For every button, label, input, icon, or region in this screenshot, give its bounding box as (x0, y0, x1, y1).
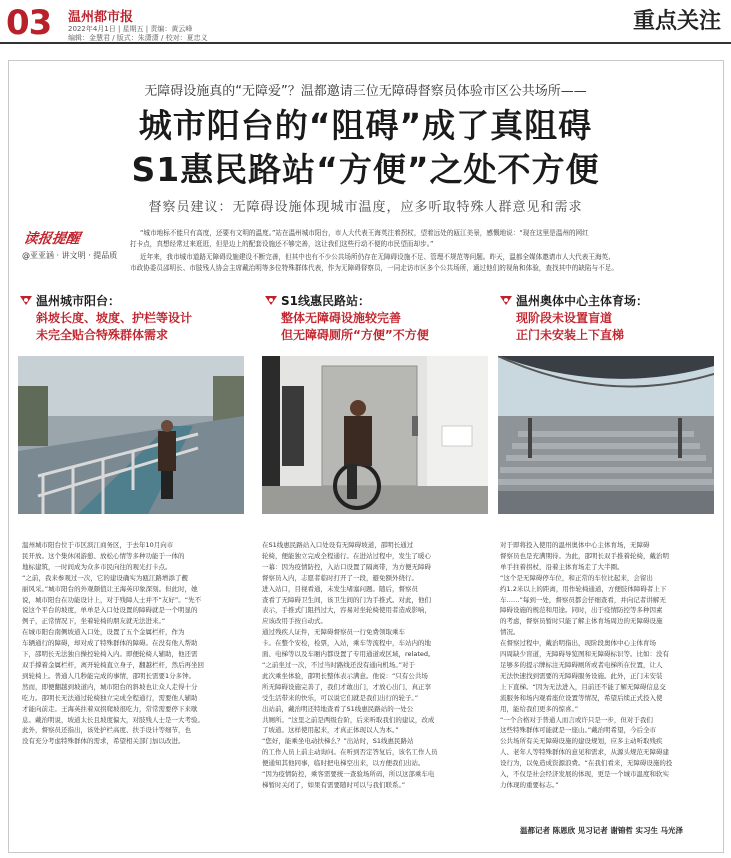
article-kicker: 无障碍设施真的“无障爱”？温都邀请三位无障碍督察员体验市区公共场所—— (144, 84, 587, 99)
body-line: 例子，正常情况下，坐着轮椅的朋友就无法进来。” (22, 617, 166, 626)
body-line: “因为疫情防控，乘客需要统一查验场所码，所以这部乘车电 (262, 770, 435, 779)
column-point: 整体无障碍设施较完善 (281, 311, 402, 325)
body-line: “您好，能乘坐电动扶梯么？”出站时，S1线惠民路站 (262, 737, 414, 746)
body-line: 应该改用手按自动式。 (262, 617, 327, 626)
body-line: 在S1线惠民路站入口处设有无障碍坡道，邵明长通过 (262, 541, 414, 549)
intro-line: 市政协委员邵明长、市肢残人协会主席戴治明等多位特殊群体代表，作为无障碍督察员，一同走访市区多个公共场所，通过他们的视角和体验，查找其中的缺陷与不足。 (130, 264, 618, 272)
body-line: 吃力。邵明长无法通过轮椅独立完成全程通行，需要他人辅助 (22, 693, 198, 702)
body-line: 足够多的提示牌标注无障碍厕所或者电梯所在位置，让人 (500, 660, 663, 669)
body-line: 此次乘坐体验，邵明长整体表示满意。他说：“只有公共场 (262, 671, 428, 680)
body-line: 力体现的重要标志。” (500, 780, 559, 789)
column-place: S1线惠民路站： (281, 294, 370, 308)
body-line: 说，城市阳台在功能设计上，对于残障人士并不“友好”。“先不 (22, 595, 202, 604)
reading-badge (22, 228, 118, 272)
body-line: 共厕所。“这里之前是两级台阶，后来听取我们的建议，改成 (262, 715, 435, 724)
body-line: 下，邵明长无法独自操控轮椅入内。即便轮椅人辅助，他还需 (22, 650, 198, 659)
body-line: 卡。在整个安检，检票，入站，乘车等流程中，车站内的地 (262, 639, 431, 648)
column-body-city-balcony (22, 540, 234, 747)
body-line: 这些特殊群体可能就是一座山。”戴治明希望，今后全市 (500, 726, 657, 735)
body-line: 丽风采。”城市阳台的外观颇值让王海英印象深刻。但此时，她 (22, 584, 198, 593)
issue-meta: 2022年4月1日 | 星期五 | 责编：黄云峰 (68, 25, 193, 33)
body-line: 双手撑着金属栏杆，离开轮椅直立身子，翻越栏杆，然后再坐回 (22, 660, 204, 669)
headline-line-1: 城市阳台的“阻碍”成了真阻碍 (138, 106, 593, 145)
body-line: 障碍设施的规范和用途。同时，出于疫情防控等多种因素 (500, 606, 663, 615)
badge-subtitle: @亚亚涵 · 讲文明 · 提品质 (22, 251, 118, 260)
column-point: 正门未安装上下直梯 (516, 328, 625, 342)
body-line: 在督察过程中，戴治明指出，现阶段奥体中心主体育场 (500, 639, 656, 648)
body-line: 查看了无障碍卫生间，该卫生间的门为手推式。对此，他们 (262, 595, 431, 604)
body-line: 梯暂时关闭了，如果有需要随时可以与我们联系。” (262, 780, 406, 789)
subheadline: 督察员建议：无障碍设施体现城市温度，应多听取特殊人群意见和需求 (148, 200, 583, 215)
body-line: 便通知其他同事，临时把电梯空出来，以方便我们出站。 (262, 759, 425, 768)
body-line: 才能向前走。王海英拄着双拐爬坡很吃力，常常需要停下来歇 (22, 704, 198, 713)
paper-name: 温州都市报 (68, 10, 134, 25)
body-line: 督察员也是充满期待。为此，邵明长双手推着轮椅，戴治明 (500, 551, 669, 560)
location-pin-icon (500, 296, 512, 305)
page-number: 03 (6, 3, 52, 43)
body-line: 设行为，以免造成资源浪费。“在我们看来，无障碍设施的投 (500, 759, 673, 768)
body-line: 的工作人员上前主动询问。在听到否定答复后，该名工作人员 (262, 748, 438, 757)
body-line: 地标建筑，一时间成为众多市民向往的观光打卡点。 (22, 562, 172, 571)
body-line: 单手拄着拐杖，沿着主体育场走了大半圈。 (500, 562, 624, 571)
body-line: 民开放。这个集休闲游憩、放松心情等多种功能于一体的 (22, 551, 185, 560)
body-line: 轮椅，便能独立完成全程通行。在进站过程中，发生了暖心 (262, 551, 431, 560)
body-line: 一幕：因为疫情防控，入站口设置了隔离带，为方便无障碍 (262, 562, 431, 571)
intro-line: “城市地标不能只有高度，还要有文明的温度。”站在温州城市阳台，市人大代表王海英注着拐杖，望着远处的瓯江美景，感慨地说：“现在这里是温州的网红 (140, 229, 589, 237)
body-line: 到轮椅上。普通人几秒能完成的事情，邵明长需要1分多钟。 (22, 671, 196, 680)
body-line: 通过残疾人证件，无障碍督察员一行免费领取乘车 (262, 628, 405, 637)
intro-line: 近年来，我市城市道路无障碍设施建设不断完善，但其中也有不少公共场所仍存在无障碍设施不足、管理不规范等问题。昨天，温都全媒体邀请市人大代表王海英、 (140, 253, 615, 261)
editor-meta: 编辑：金慧君 / 版式：朱潇潇 / 校对：夏忠义 (68, 34, 208, 42)
body-line: 受生活带来的快乐，可以说它们就是我们出行的轮子。” (262, 693, 419, 702)
body-line: 四周缺少盲道，无障碍导览图和无障碍标识等。比如：没有 (500, 650, 669, 659)
body-line: 表示，手推式门阻挡过大，容易对坐轮椅使用者造成影响， (262, 606, 431, 615)
body-line: 了坡道。这样使用起来，才真正体现以人为本。” (262, 726, 399, 735)
column-point: 斜坡长度、坡度、护栏等设计 (36, 311, 193, 325)
body-line: 车辆通行的障碍，却对成了特殊群体的障碍。在没有他人帮助 (22, 639, 198, 648)
body-line: 说这个平台的坡度，单单是入口处设置的障碍就是一个明显的 (22, 606, 198, 615)
photo-city-balcony-ramp (18, 356, 244, 514)
body-line: 情况。 (500, 628, 520, 637)
badge-title: 读报提醒 (22, 231, 81, 247)
article-byline: 温都记者 陈恩欣 见习记者 谢锦哲 实习生 马光泽 (520, 826, 684, 835)
body-line: 面、电梯等以及车厢内都设置了专用通道或区域，related。 (262, 650, 435, 659)
photo-s1-station-restroom (262, 356, 488, 514)
body-line: 出站前，戴治明还特地查看了S1线惠民路站的一处公 (262, 704, 414, 713)
body-line: 然而，即便翻越到坡道内，城市阳台的斜坡也让众人走得十分 (22, 682, 198, 691)
column-place: 温州城市阳台： (36, 294, 121, 308)
body-line: 的考虑，督察员暂时只能了解主体育场周边的无障碍设施 (500, 617, 663, 626)
location-pin-icon (265, 296, 277, 305)
location-pin-icon (20, 296, 32, 305)
body-line: 没有充分考虑特殊群体的需求，希望相关部门加以改进。 (22, 737, 185, 746)
body-line: 进入站口，目视看通，未发生堵塞问题。随后，督察员 (262, 584, 418, 593)
body-line: 入，不仅是社会经济发展的体现，更是一个城市温度和软实 (500, 770, 669, 779)
body-line: 约1.2米以上的距离，用作轮椅通道，方便肢体障碍者上下 (500, 584, 667, 593)
body-line: 息。戴治明说，坡道太长且坡度偏大，对肢残人士是一大考验。 (22, 715, 204, 724)
column-point: 现阶段未设置盲道 (516, 311, 613, 325)
body-line: “之前，我来参观过一次，它的建设确实为瓯江路增添了靓 (22, 573, 188, 582)
body-line: 上下直梯。“因为无法进入，目前还不能了解无障碍信息交 (500, 682, 666, 691)
body-line: 所无障碍设施完善了，我们才敢出门，才放心出门，真正享 (262, 682, 431, 691)
section-title: 重点关注 (632, 9, 721, 34)
body-line: 温州城市阳台位于市区滨江商务区，于去年10月向市 (22, 541, 174, 549)
body-line: “之前坐过一次，不过当时路线还没有通向机场。”对于 (262, 660, 415, 669)
body-line: “一个合格对于普通人而言或许只是一步，但对于我们 (500, 715, 653, 724)
intro-line: 打卡点，真想经常过来逛逛，但是边上的配套设施还不够完善，这让我们这些行动不便的市民望而却步。” (130, 240, 434, 248)
body-line: 在城市阳台南侧坡道入口处，设置了五个金属栏杆，作为 (22, 628, 185, 637)
body-line: 公共场所有关无障碍设施的建设规划，应多主动听取残疾 (500, 737, 663, 746)
column-point: 但无障碍厕所“方便”不方便 (281, 328, 429, 342)
body-line: “这个是无障碍停车位，和正常的车位比起来，会留出 (500, 573, 653, 582)
body-line: 人、老年人等特殊群体的意见和需求，从源头规范无障碍建 (500, 748, 669, 757)
column-place: 温州奥体中心主体育场： (516, 294, 649, 308)
column-body-olympic-center (500, 540, 712, 791)
body-line: 督察员入内，志愿者临时打开了一段，避免额外绕行。 (262, 573, 418, 582)
photo-olympic-center-stairs (498, 356, 714, 514)
body-line: 无法快速找到需要的无障碍服务设施。此外，正门未安装 (500, 671, 663, 680)
body-line: 用，能给我们更多的惊喜。” (500, 704, 579, 713)
body-line: 车……”每到一处，督察员都会仔细查看，并向记者讲解无 (500, 595, 666, 604)
body-line: 流服务和场内观看座位设置等情况，希望后续正式投入使 (500, 693, 663, 702)
headline-line-2: S1惠民路站“方便”之处不方便 (131, 150, 600, 189)
body-line: 此外，督察员还指出，该处护栏高度、扶手设计等细节，也 (22, 726, 191, 735)
body-line: 对于即将投入使用的温州奥体中心主体育场，无障碍 (500, 541, 650, 549)
column-point: 未完全贴合特殊群体需求 (36, 328, 169, 342)
page-header (0, 0, 731, 44)
column-body-s1-station (262, 540, 482, 791)
